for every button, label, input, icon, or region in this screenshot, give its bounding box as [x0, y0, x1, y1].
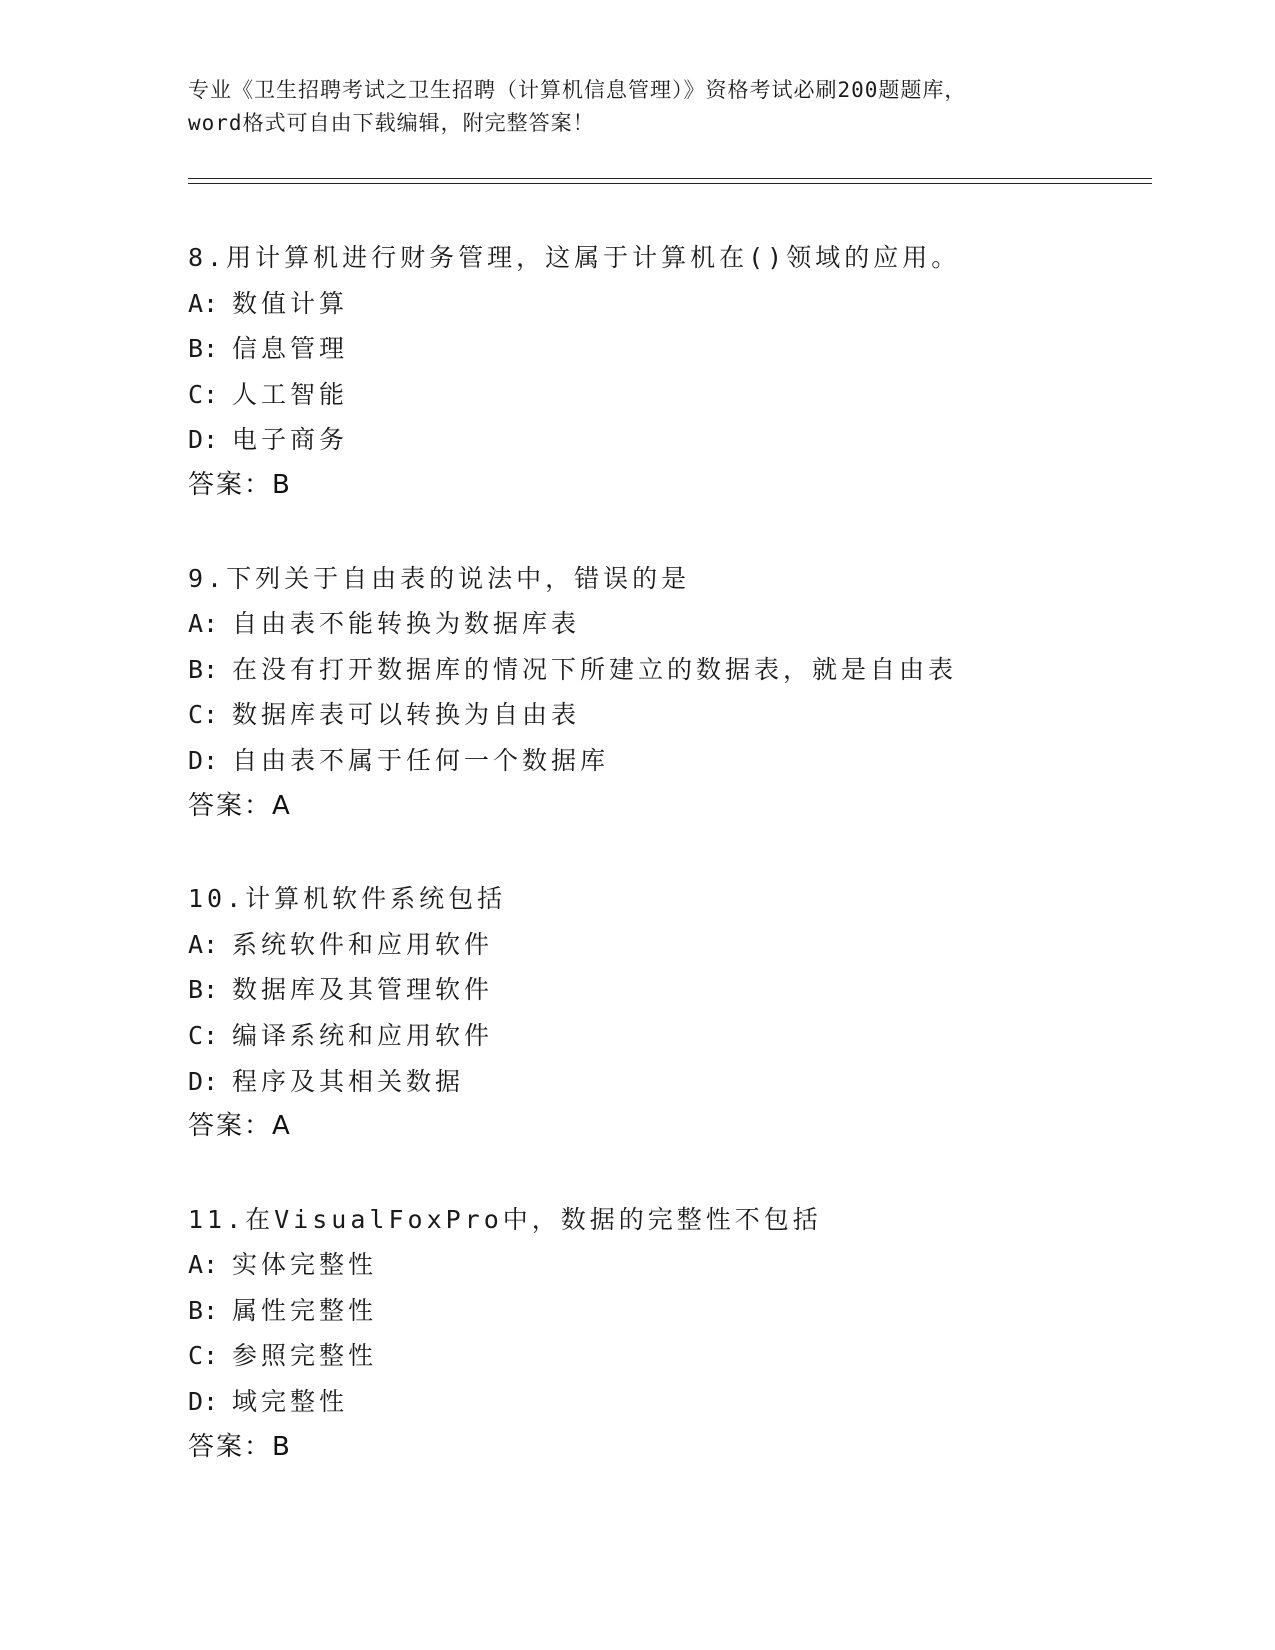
option-letter: A:	[188, 288, 219, 318]
question-stem: 8.用计算机进行财务管理，这属于计算机在()领域的应用。	[188, 243, 961, 272]
option-a	[188, 1242, 1168, 1288]
option-letter: A:	[188, 1250, 219, 1280]
question-stem: 10.计算机软件系统包括	[188, 884, 507, 914]
question-stem: 9.下列关于自由表的说法中，错误的是	[188, 563, 691, 593]
option-letter: B:	[188, 654, 219, 684]
option-letter: A:	[188, 929, 219, 959]
option-text: 在没有打开数据库的情况下所建立的数据表，就是自由表	[232, 654, 958, 684]
option-text: 系统软件和应用软件	[232, 929, 494, 959]
option-b	[188, 967, 1168, 1013]
question-8	[188, 235, 1168, 509]
option-c	[188, 692, 1168, 738]
option-c	[188, 1333, 1168, 1379]
option-text: 电子商务	[232, 425, 349, 455]
answer-line: 答案：B	[188, 1431, 292, 1462]
option-a	[188, 281, 1168, 327]
question-10	[188, 876, 1168, 1150]
header-line-2: word格式可自由下载编辑，附完整答案！	[188, 111, 595, 135]
header-divider-bottom	[188, 183, 1152, 184]
option-d	[188, 738, 1168, 784]
option-text: 数值计算	[232, 288, 349, 318]
option-b	[188, 647, 1168, 693]
option-text: 属性完整性	[232, 1295, 378, 1325]
option-b	[188, 326, 1168, 372]
option-b	[188, 1288, 1168, 1334]
answer-line: 答案：A	[188, 1111, 292, 1142]
option-text: 参照完整性	[232, 1341, 378, 1371]
option-letter: B:	[188, 1295, 219, 1325]
option-text: 自由表不能转换为数据库表	[232, 609, 581, 639]
option-text: 信息管理	[232, 334, 349, 364]
option-letter: B:	[188, 975, 219, 1005]
option-letter: C:	[188, 700, 219, 730]
option-c	[188, 1013, 1168, 1059]
option-letter: D:	[188, 425, 219, 455]
option-text: 编译系统和应用软件	[232, 1020, 494, 1050]
question-9	[188, 556, 1168, 830]
question-list	[188, 235, 1168, 1517]
option-letter: C:	[188, 379, 219, 409]
answer-line: 答案：A	[188, 790, 292, 821]
option-d	[188, 417, 1168, 463]
option-text: 域完整性	[232, 1387, 349, 1417]
option-text: 数据库及其管理软件	[232, 975, 494, 1005]
answer-line: 答案：B	[188, 469, 292, 500]
option-a	[188, 922, 1168, 968]
option-letter: A:	[188, 609, 219, 639]
option-letter: C:	[188, 1341, 219, 1371]
option-text: 自由表不属于任何一个数据库	[232, 745, 610, 775]
option-text: 实体完整性	[232, 1250, 378, 1280]
option-text: 人工智能	[232, 379, 349, 409]
header-line-1: 专业《卫生招聘考试之卫生招聘（计算机信息管理）》资格考试必刷200题题库，	[188, 78, 967, 102]
question-11	[188, 1197, 1168, 1471]
option-text: 数据库表可以转换为自由表	[232, 700, 581, 730]
option-a	[188, 601, 1168, 647]
option-letter: D:	[188, 1066, 219, 1096]
option-d	[188, 1059, 1168, 1105]
option-letter: C:	[188, 1020, 219, 1050]
option-d	[188, 1379, 1168, 1425]
document-header	[188, 74, 1088, 140]
option-letter: B:	[188, 334, 219, 364]
option-c	[188, 372, 1168, 418]
header-divider-top	[188, 178, 1152, 179]
option-text: 程序及其相关数据	[232, 1066, 465, 1096]
option-letter: D:	[188, 1387, 219, 1417]
question-stem: 11.在VisualFoxPro中，数据的完整性不包括	[188, 1204, 822, 1234]
option-letter: D:	[188, 745, 219, 775]
